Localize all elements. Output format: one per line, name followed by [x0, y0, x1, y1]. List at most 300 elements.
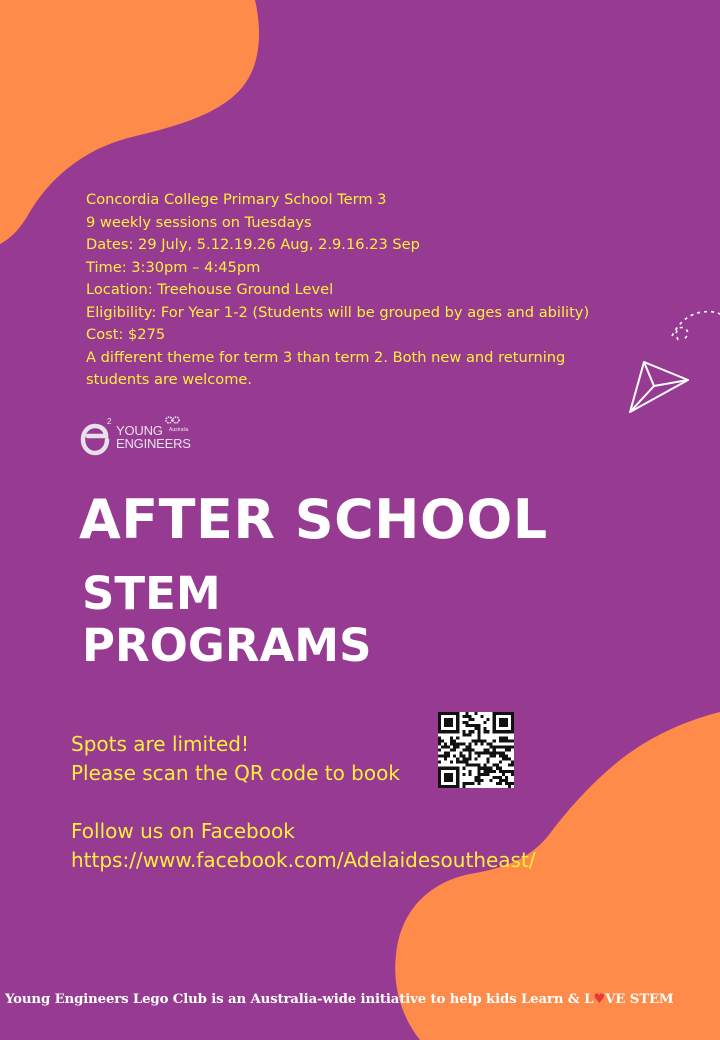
qr-module: [453, 739, 456, 742]
cta-follow-facebook: Follow us on Facebook: [71, 819, 295, 843]
qr-module: [471, 718, 474, 721]
qr-module: [456, 767, 459, 770]
qr-module: [508, 758, 511, 761]
qr-module: [505, 758, 508, 761]
qr-module: [502, 773, 505, 776]
qr-module: [453, 748, 456, 751]
qr-module: [505, 770, 508, 773]
qr-module: [499, 767, 502, 770]
qr-module: [456, 721, 459, 724]
qr-module: [502, 770, 505, 773]
qr-module: [456, 761, 459, 764]
qr-module: [450, 721, 453, 724]
qr-module: [505, 745, 508, 748]
qr-module: [444, 730, 447, 733]
qr-module: [502, 712, 505, 715]
qr-module: [444, 779, 447, 782]
qr-module: [468, 773, 471, 776]
qr-module: [505, 712, 508, 715]
qr-module: [447, 785, 450, 788]
qr-module: [438, 724, 441, 727]
qr-module: [462, 755, 465, 758]
qr-module: [508, 785, 511, 788]
qr-module: [456, 718, 459, 721]
qr-module: [450, 718, 453, 721]
qr-module: [456, 758, 459, 761]
qr-module: [438, 718, 441, 721]
qr-module: [456, 712, 459, 715]
qr-module: [459, 761, 462, 764]
logo-text-engineers: ENGINEERS: [116, 436, 191, 451]
qr-module: [478, 773, 481, 776]
qr-module: [499, 718, 502, 721]
qr-module: [444, 752, 447, 755]
qr-module: [456, 730, 459, 733]
qr-module: [468, 718, 471, 721]
qr-module: [471, 764, 474, 767]
qr-module: [465, 745, 468, 748]
qr-module: [453, 755, 456, 758]
qr-module: [487, 773, 490, 776]
qr-module: [450, 776, 453, 779]
qr-module: [478, 730, 481, 733]
qr-module: [496, 767, 499, 770]
qr-module: [493, 755, 496, 758]
qr-module: [493, 727, 496, 730]
qr-module: [447, 779, 450, 782]
qr-module: [505, 724, 508, 727]
qr-module: [444, 785, 447, 788]
qr-module: [441, 767, 444, 770]
qr-module: [502, 758, 505, 761]
qr-module: [511, 712, 514, 715]
qr-module: [462, 758, 465, 761]
qr-module: [444, 718, 447, 721]
qr-module: [502, 745, 505, 748]
qr-module: [456, 776, 459, 779]
qr-module: [450, 724, 453, 727]
qr-module: [487, 767, 490, 770]
qr-module: [462, 715, 465, 718]
qr-module: [511, 730, 514, 733]
qr-module: [499, 761, 502, 764]
details-eligibility: Eligibility: For Year 1-2 (Students will be grouped by ages and ability): [86, 303, 590, 321]
qr-module: [453, 785, 456, 788]
qr-module: [447, 724, 450, 727]
qr-module: [456, 785, 459, 788]
qr-module: [511, 773, 514, 776]
qr-module: [444, 755, 447, 758]
qr-module: [441, 785, 444, 788]
qr-module: [471, 782, 474, 785]
qr-module: [493, 745, 496, 748]
qr-module: [502, 724, 505, 727]
qr-module: [505, 782, 508, 785]
qr-module: [511, 761, 514, 764]
qr-module: [487, 742, 490, 745]
qr-module: [508, 739, 511, 742]
qr-module: [438, 767, 441, 770]
e2-logo-icon: [80, 414, 116, 458]
qr-code[interactable]: [438, 712, 514, 788]
footer-tagline: [5, 992, 720, 1007]
qr-module: [502, 736, 505, 739]
qr-module: [511, 764, 514, 767]
qr-module: [462, 748, 465, 751]
headline-programs: PROGRAMS: [82, 619, 372, 672]
qr-module: [493, 724, 496, 727]
qr-module: [444, 712, 447, 715]
qr-module: [468, 733, 471, 736]
qr-module: [490, 745, 493, 748]
qr-module: [493, 712, 496, 715]
qr-module: [478, 752, 481, 755]
qr-module: [453, 730, 456, 733]
qr-module: [493, 748, 496, 751]
qr-module: [468, 755, 471, 758]
qr-module: [450, 712, 453, 715]
qr-module: [468, 742, 471, 745]
qr-module: [468, 758, 471, 761]
qr-module: [487, 761, 490, 764]
qr-module: [465, 758, 468, 761]
qr-module: [502, 779, 505, 782]
qr-module: [478, 724, 481, 727]
qr-module: [438, 736, 441, 739]
qr-module: [511, 739, 514, 742]
qr-module: [441, 745, 444, 748]
qr-module: [508, 770, 511, 773]
qr-module: [493, 770, 496, 773]
qr-module: [484, 752, 487, 755]
qr-module: [456, 742, 459, 745]
qr-module: [502, 721, 505, 724]
qr-module: [465, 764, 468, 767]
qr-module: [496, 752, 499, 755]
details-location: Location: Treehouse Ground Level: [86, 281, 334, 298]
qr-module: [490, 755, 493, 758]
qr-module: [502, 718, 505, 721]
facebook-link[interactable]: https://www.facebook.com/Adelaidesoutheast/: [71, 848, 536, 872]
qr-module: [484, 764, 487, 767]
qr-module: [505, 779, 508, 782]
qr-module: [484, 748, 487, 751]
qr-module: [484, 739, 487, 742]
qr-module: [493, 764, 496, 767]
qr-module: [508, 748, 511, 751]
qr-module: [468, 724, 471, 727]
qr-module: [511, 718, 514, 721]
qr-module: [499, 752, 502, 755]
details-school: Concordia College Primary School Term 3: [86, 191, 387, 208]
qr-module: [468, 730, 471, 733]
qr-module: [490, 742, 493, 745]
qr-module: [459, 742, 462, 745]
qr-module: [456, 736, 459, 739]
program-details: [86, 189, 646, 392]
qr-module: [511, 721, 514, 724]
qr-module: [484, 727, 487, 730]
qr-module: [474, 779, 477, 782]
qr-module: [474, 752, 477, 755]
qr-module: [478, 739, 481, 742]
qr-module: [471, 724, 474, 727]
qr-module: [462, 782, 465, 785]
qr-module: [484, 770, 487, 773]
qr-module: [447, 712, 450, 715]
qr-module: [490, 770, 493, 773]
headline-stem: STEM: [82, 567, 221, 620]
qr-module: [478, 736, 481, 739]
qr-module: [496, 712, 499, 715]
qr-module: [468, 770, 471, 773]
qr-module: [450, 748, 453, 751]
qr-module: [444, 742, 447, 745]
details-theme-note: A different theme for term 3 than term 2. Both new and returning students are welcome.: [86, 348, 566, 388]
qr-module: [438, 761, 441, 764]
qr-module: [474, 742, 477, 745]
logo-text-young: YOUNG: [116, 423, 163, 438]
gears-icon: [165, 415, 187, 427]
qr-module: [508, 782, 511, 785]
qr-module: [474, 724, 477, 727]
qr-module: [499, 770, 502, 773]
qr-module: [474, 727, 477, 730]
qr-module: [474, 712, 477, 715]
qr-module: [438, 785, 441, 788]
heart-icon: ♥: [593, 992, 606, 1007]
qr-module: [496, 745, 499, 748]
qr-module: [502, 752, 505, 755]
qr-module: [462, 761, 465, 764]
qr-module: [444, 767, 447, 770]
qr-module: [456, 773, 459, 776]
qr-module: [450, 739, 453, 742]
qr-module: [438, 721, 441, 724]
qr-module: [456, 782, 459, 785]
qr-module: [465, 712, 468, 715]
qr-module: [499, 739, 502, 742]
headline-after-school: AFTER SCHOOL: [79, 488, 548, 551]
cta-scan-qr: Please scan the QR code to book: [71, 761, 400, 785]
qr-module: [450, 779, 453, 782]
qr-module: [484, 721, 487, 724]
qr-module: [438, 773, 441, 776]
qr-module: [505, 721, 508, 724]
qr-module: [496, 730, 499, 733]
qr-module: [499, 730, 502, 733]
qr-module: [465, 748, 468, 751]
qr-module: [499, 745, 502, 748]
qr-module: [511, 715, 514, 718]
qr-module: [474, 758, 477, 761]
qr-module: [511, 724, 514, 727]
qr-module: [450, 785, 453, 788]
qr-module: [450, 773, 453, 776]
details-time: Time: 3:30pm – 4:45pm: [86, 258, 261, 276]
qr-module: [478, 782, 481, 785]
qr-module: [438, 712, 441, 715]
qr-module: [444, 758, 447, 761]
qr-module: [478, 733, 481, 736]
qr-module: [499, 776, 502, 779]
qr-module: [462, 730, 465, 733]
qr-module: [450, 767, 453, 770]
qr-module: [499, 736, 502, 739]
qr-module: [456, 715, 459, 718]
qr-module: [493, 739, 496, 742]
qr-module: [438, 779, 441, 782]
qr-module: [441, 712, 444, 715]
qr-module: [447, 718, 450, 721]
qr-module: [441, 755, 444, 758]
qr-module: [474, 739, 477, 742]
qr-module: [468, 752, 471, 755]
qr-module: [438, 770, 441, 773]
qr-module: [465, 724, 468, 727]
details-cost: Cost: $275: [86, 326, 166, 343]
qr-module: [496, 782, 499, 785]
qr-module: [481, 715, 484, 718]
qr-module: [487, 748, 490, 751]
qr-module: [438, 715, 441, 718]
qr-module: [478, 727, 481, 730]
qr-module: [456, 745, 459, 748]
qr-module: [478, 779, 481, 782]
qr-module: [493, 752, 496, 755]
qr-module: [447, 767, 450, 770]
qr-module: [450, 761, 453, 764]
qr-module: [471, 739, 474, 742]
qr-module: [456, 770, 459, 773]
qr-module: [453, 767, 456, 770]
qr-module: [478, 776, 481, 779]
qr-module: [490, 752, 493, 755]
qr-module: [487, 752, 490, 755]
young-engineers-logo: [80, 414, 200, 458]
qr-module: [447, 730, 450, 733]
qr-module: [502, 739, 505, 742]
qr-module: [511, 782, 514, 785]
qr-module: [505, 748, 508, 751]
qr-module: [478, 755, 481, 758]
qr-module: [508, 764, 511, 767]
qr-module: [462, 742, 465, 745]
qr-module: [478, 764, 481, 767]
qr-module: [496, 776, 499, 779]
qr-module: [490, 779, 493, 782]
qr-module: [438, 782, 441, 785]
qr-module: [441, 739, 444, 742]
qr-module: [462, 721, 465, 724]
qr-module: [468, 782, 471, 785]
qr-module: [444, 745, 447, 748]
qr-module: [481, 739, 484, 742]
qr-module: [462, 773, 465, 776]
cta-spots-limited: Spots are limited!: [71, 732, 249, 756]
qr-module: [505, 776, 508, 779]
qr-module: [505, 755, 508, 758]
qr-module: [474, 764, 477, 767]
qr-module: [478, 770, 481, 773]
details-dates: Dates: 29 July, 5.12.19.26 Aug, 2.9.16.23 Sep: [86, 236, 420, 253]
qr-module: [459, 755, 462, 758]
logo-text-australia: Australia: [169, 427, 189, 433]
qr-module: [438, 755, 441, 758]
qr-module: [487, 718, 490, 721]
qr-module: [484, 730, 487, 733]
qr-module: [450, 736, 453, 739]
qr-module: [453, 745, 456, 748]
qr-module: [481, 779, 484, 782]
qr-module: [450, 742, 453, 745]
qr-module: [484, 773, 487, 776]
qr-module: [456, 727, 459, 730]
qr-module: [490, 767, 493, 770]
qr-module: [508, 712, 511, 715]
qr-module: [493, 776, 496, 779]
qr-module: [471, 730, 474, 733]
qr-module: [499, 755, 502, 758]
qr-module: [487, 758, 490, 761]
qr-module: [508, 745, 511, 748]
qr-module: [465, 782, 468, 785]
qr-module: [444, 724, 447, 727]
qr-module: [493, 715, 496, 718]
qr-module: [444, 773, 447, 776]
qr-module: [493, 730, 496, 733]
qr-module: [502, 755, 505, 758]
qr-module: [505, 739, 508, 742]
qr-module: [441, 730, 444, 733]
qr-module: [438, 727, 441, 730]
qr-module: [447, 721, 450, 724]
qr-module: [438, 776, 441, 779]
qr-module: [444, 721, 447, 724]
qr-module: [481, 752, 484, 755]
qr-module: [511, 727, 514, 730]
qr-module: [468, 745, 471, 748]
qr-module: [456, 724, 459, 727]
qr-module: [499, 724, 502, 727]
qr-module: [447, 773, 450, 776]
qr-module: [499, 712, 502, 715]
qr-module: [499, 779, 502, 782]
qr-module: [484, 767, 487, 770]
footer-text-start: Young Engineers Lego Club is an Australia-wide initiative to help kids Learn & L: [5, 992, 594, 1007]
qr-module: [453, 712, 456, 715]
qr-module: [462, 785, 465, 788]
qr-module: [447, 776, 450, 779]
qr-module: [438, 742, 441, 745]
qr-module: [493, 718, 496, 721]
qr-module: [511, 745, 514, 748]
qr-module: [481, 773, 484, 776]
qr-module: [462, 767, 465, 770]
qr-module: [508, 730, 511, 733]
qr-module: [447, 755, 450, 758]
qr-module: [465, 721, 468, 724]
qr-module: [471, 748, 474, 751]
qr-module: [459, 752, 462, 755]
qr-module: [487, 770, 490, 773]
qr-module: [493, 721, 496, 724]
qr-module: [496, 764, 499, 767]
qr-module: [505, 718, 508, 721]
svg-text:2: 2: [107, 417, 112, 426]
qr-module: [447, 745, 450, 748]
footer-text-end: VE STEM: [605, 992, 674, 1007]
